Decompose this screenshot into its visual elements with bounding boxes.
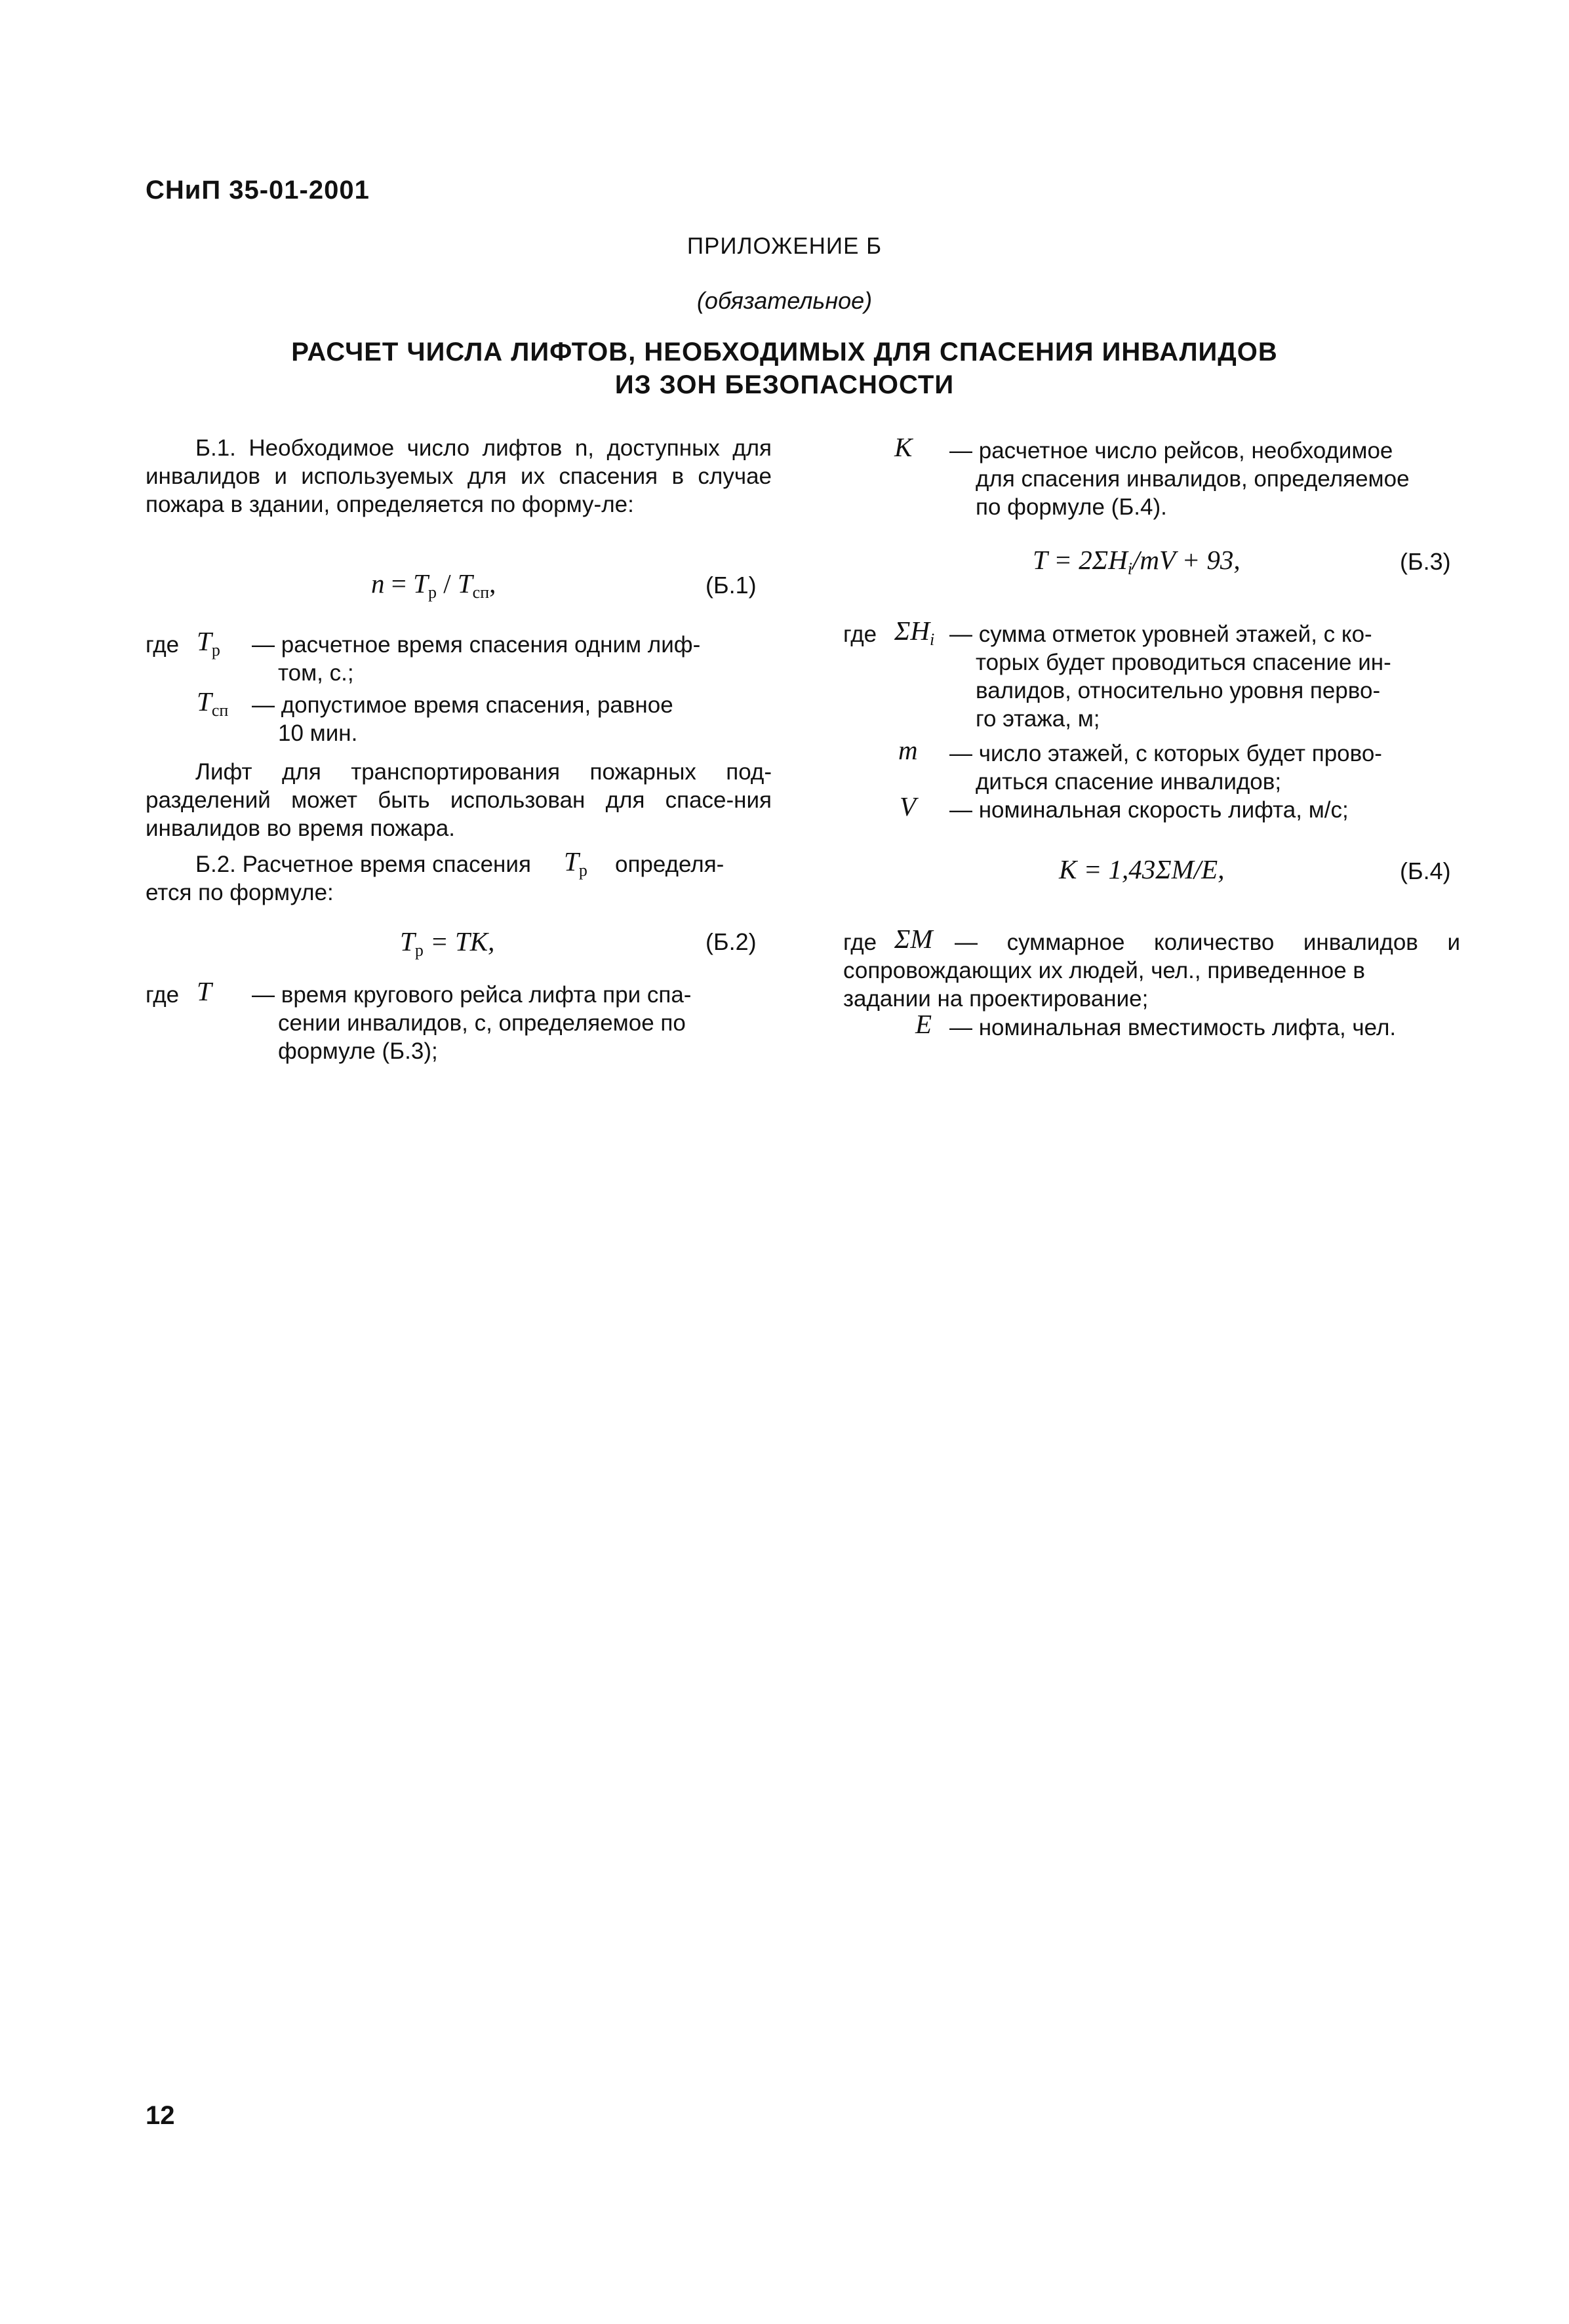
sum-h-desc-3: валидов, относительно уровня перво-: [976, 678, 1381, 703]
formula-b4: K = 1,43ΣM/E,: [1059, 854, 1225, 884]
symbol-b2-tp: [564, 846, 587, 880]
symbol-tp-sub: р: [211, 640, 220, 660]
symbol-tp: [197, 625, 220, 660]
symbol-v: V: [900, 791, 917, 821]
m-desc-1: — число этажей, с которых будет прово-: [949, 741, 1382, 766]
formula-b3: [1033, 544, 1241, 576]
formula-b1-number: (Б.1): [705, 572, 757, 599]
formula-b1-eq: =: [384, 568, 414, 599]
symbol-b2-tp-main: T: [564, 846, 579, 876]
formula-b2: [400, 926, 495, 960]
e-desc-1: — номинальная вместимость лифта, чел.: [949, 1015, 1397, 1040]
symbol-tsp-sub: сп: [211, 701, 229, 720]
formula-b2-rhs: = TK,: [423, 926, 495, 956]
formula-b3-number: (Б.3): [1400, 548, 1451, 575]
sum-m-line-2: сопровождающих их людей, чел., приведенное в: [843, 958, 1365, 983]
k-desc-3: по формуле (Б.4).: [976, 494, 1167, 520]
sum-m-line-3: задании на проектирование;: [843, 986, 1149, 1012]
symbol-sum-m: ΣM: [894, 924, 933, 954]
t-desc-2: сении инвалидов, с, определяемое по: [278, 1010, 686, 1036]
formula-b1-t2: T: [457, 568, 473, 599]
b2-text-c: ется по формуле:: [146, 880, 334, 905]
k-desc-2: для спасения инвалидов, определяемое: [976, 466, 1410, 492]
symbol-tsp: [197, 686, 229, 720]
where-gde-2: где: [146, 982, 180, 1008]
symbol-e: E: [915, 1009, 932, 1039]
appendix-label: ПРИЛОЖЕНИЕ Б: [686, 233, 883, 259]
symbol-k: K: [894, 432, 913, 462]
where-gde-4: где: [843, 930, 877, 955]
formula-b2-lhs: T: [400, 926, 415, 956]
symbol-sum-h-main: ΣH: [894, 616, 930, 646]
b2-text-b: определя-: [615, 852, 725, 877]
tsp-desc-2: 10 мин.: [278, 720, 358, 746]
symbol-tp-main: T: [197, 626, 212, 656]
where-gde-3: где: [843, 621, 877, 647]
tsp-desc-1: — допустимое время спасения, равное: [252, 692, 673, 718]
formula-b1-t2-sub: сп: [472, 583, 490, 602]
symbol-tsp-main: T: [197, 686, 212, 717]
page-number: 12: [146, 2101, 175, 2130]
formula-b3-tail: /mV + 93,: [1132, 545, 1241, 575]
tp-desc-1: — расчетное время спасения одним лиф-: [252, 632, 701, 658]
b2-text-a: Б.2. Расчетное время спасения: [195, 852, 531, 877]
appendix-status: (обязательное): [696, 287, 873, 314]
document-code: СНиП 35-01-2001: [146, 176, 370, 205]
formula-b1-tail: ,: [489, 568, 496, 599]
paragraph-b1: Б.1. Необходимое число лифтов n, доступных для инвалидов и используемых для их спасения в случае пожара в здании, определяется по форму-ле:: [146, 435, 772, 517]
t-desc-1: — время кругового рейса лифта при спа-: [252, 982, 692, 1008]
formula-b3-text: T = 2ΣH: [1033, 545, 1128, 575]
symbol-b2-tp-sub: р: [578, 861, 587, 880]
formula-b1-t-sub: р: [427, 583, 437, 602]
appendix-title-line2: ИЗ ЗОН БЕЗОПАСНОСТИ: [614, 370, 955, 399]
v-desc-1: — номинальная скорость лифта, м/с;: [949, 797, 1349, 823]
formula-b1-t: T: [413, 568, 428, 599]
tp-desc-2: том, с.;: [278, 660, 354, 686]
formula-b1-div: /: [436, 568, 458, 599]
symbol-t: T: [197, 976, 212, 1006]
formula-b4-number: (Б.4): [1400, 857, 1451, 884]
formula-b1: [371, 568, 496, 602]
formula-b3-sub: i: [1127, 559, 1132, 578]
appendix-title: [0, 336, 1569, 401]
formula-b2-number: (Б.2): [705, 928, 757, 955]
sum-m-desc-1: — суммарное количество инвалидов и: [955, 930, 1460, 955]
formula-b1-lhs: n: [371, 568, 385, 599]
symbol-m: m: [898, 735, 918, 765]
k-desc-1: — расчетное число рейсов, необходимое: [949, 438, 1393, 463]
formula-b2-lhs-sub: р: [414, 941, 424, 960]
paragraph-lift-note: Лифт для транспортирования пожарных под-разделений может быть использован для спасе-ния инвалидов во время пожара.: [146, 759, 772, 841]
where-gde-1: где: [146, 632, 180, 658]
t-desc-3: формуле (Б.3);: [278, 1038, 438, 1064]
sum-h-desc-2: торых будет проводиться спасение ин-: [976, 650, 1391, 675]
m-desc-2: диться спасение инвалидов;: [976, 769, 1282, 795]
symbol-sum-h-sub: i: [929, 630, 935, 649]
sum-h-desc-4: го этажа, м;: [976, 706, 1100, 732]
appendix-title-line1: РАСЧЕТ ЧИСЛА ЛИФТОВ, НЕОБХОДИМЫХ ДЛЯ СПАСЕНИЯ ИНВАЛИДОВ: [291, 338, 1278, 366]
sum-h-desc-1: — сумма отметок уровней этажей, с ко-: [949, 621, 1372, 647]
symbol-sum-h: [894, 615, 935, 649]
